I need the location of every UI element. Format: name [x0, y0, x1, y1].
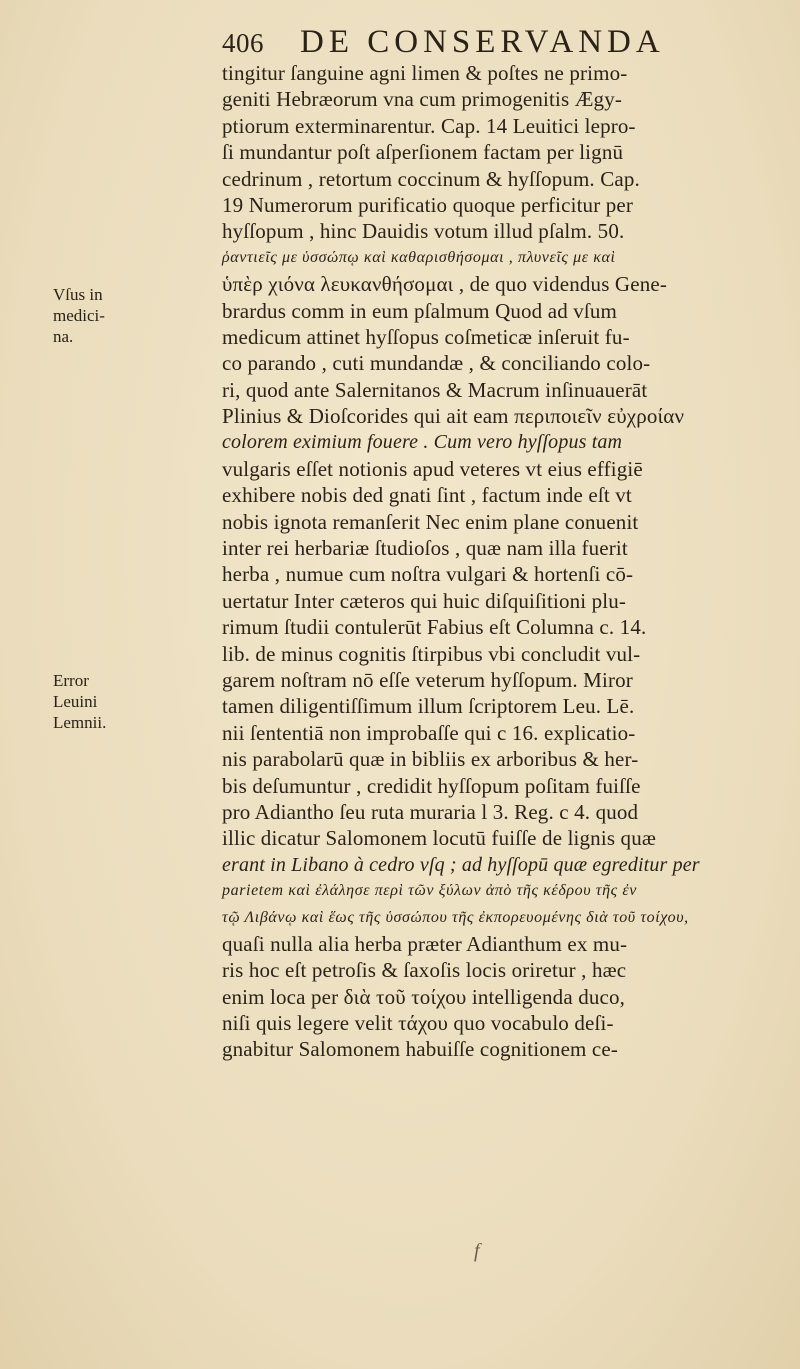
text-line: ri, quod ante Salernitanos & Macrum inſinuauerāt	[222, 377, 648, 402]
text-line: medicum attinet hyſſopus coſmeticæ inſeruit fu-	[222, 324, 630, 349]
text-line: lib. de minus cognitis ſtirpibus vbi concludit vul-	[222, 641, 641, 666]
greek-text-line: τῷ Λιβάνῳ καὶ ἕως τῆς ὑσσώπου τῆς ἐκπορευομένης διὰ τοῦ τοίχου,	[222, 908, 689, 926]
text-line: nii ſententiā non improbaſſe qui c 16. explicatio-	[222, 720, 636, 745]
text-line: bis deſumuntur , credidit hyſſopum poſitam fuiſſe	[222, 773, 641, 798]
text-line: Plinius & Dioſcorides qui ait eam περιποιεῖν εὐχροίαν	[222, 404, 685, 429]
text-line: colorem eximium fouere . Cum vero hyſſopus tam	[222, 431, 623, 454]
greek-text-line: parietem καὶ ἐλάλησε περὶ τῶν ξύλων ἀπὸ τῆς κέδρου τῆς ἐν	[222, 882, 637, 900]
running-head: DE CONSERVANDA	[300, 24, 665, 60]
text-line: ptiorum exterminarentur. Cap. 14 Leuitici lepro-	[222, 113, 636, 138]
margin-note-line: na.	[53, 327, 74, 346]
margin-note-usus-in-medicina	[53, 284, 213, 347]
text-line: quaſi nulla alia herba præter Adianthum ex mu-	[222, 931, 628, 956]
text-line: pro Adiantho ſeu ruta muraria l 3. Reg. c 4. quod	[222, 799, 639, 824]
text-line: niſi quis legere velit τάχου quo vocabulo deſi-	[222, 1011, 614, 1036]
margin-note-line: Leuini	[53, 692, 98, 711]
page-number: 406	[222, 28, 264, 58]
margin-note-line: Error	[53, 671, 89, 690]
text-line: geniti Hebræorum vna cum primogenitis Ægy-	[222, 87, 622, 112]
margin-note-error-leuini-lemnii	[53, 670, 213, 733]
margin-note-line: Vſus in	[53, 285, 103, 304]
margin-note-line: Lemnii.	[53, 713, 107, 732]
text-line: brardus comm in eum pſalmum Quod ad vſum	[222, 298, 618, 323]
page-header	[222, 20, 742, 60]
text-line: ris hoc eſt petroſis & ſaxoſis locis oriretur , hæc	[222, 958, 627, 983]
text-line: uertatur Inter cæteros qui huic diſquiſitioni plu-	[222, 588, 627, 613]
greek-text-line: ῥαντιεῖς με ὑσσώπῳ καὶ καθαρισθήσομαι , πλυνεῖς με καὶ	[222, 248, 616, 266]
text-line: enim loca per διὰ τοῦ τοίχου intelligenda duco,	[222, 984, 626, 1009]
text-line: rimum ſtudii contulerūt Fabius eſt Columna c. 14.	[222, 615, 647, 640]
text-line: co parando , cuti mundandæ , & conciliando colo-	[222, 351, 651, 376]
margin-note-line: medici-	[53, 306, 105, 325]
text-line: illic dicatur Salomonem locutū fuiſſe de lignis quæ	[222, 826, 656, 851]
text-line: erant in Libano à cedro vſq ; ad hyſſopū quæ egreditur per	[222, 853, 700, 876]
text-line: hyſſopum , hinc Dauidis votum illud pſalm. 50.	[222, 219, 625, 244]
text-line: garem noſtram nō eſſe veterum hyſſopum. Miror	[222, 667, 633, 692]
signature-mark: f	[474, 1240, 480, 1262]
text-line: nobis ignota remanſerit Nec enim plane conuenit	[222, 509, 639, 534]
text-line: tamen diligentiſſimum illum ſcriptorem Leu. Lē.	[222, 694, 635, 719]
body-text	[222, 60, 797, 1063]
text-line: gnabitur Salomonem habuiſſe cognitionem ce-	[222, 1037, 619, 1062]
text-line: ſi mundantur poſt aſperſionem factam per lignū	[222, 140, 624, 165]
text-line: tingitur ſanguine agni limen & poſtes ne primo-	[222, 61, 628, 85]
text-line: 19 Numerorum purificatio quoque perficitur per	[222, 192, 634, 217]
text-line: nis parabolarū quæ in bibliis ex arboribus & her-	[222, 747, 639, 772]
text-line: ὑπὲρ χιόνα λευκανθήσομαι , de quo videndus Gene-	[222, 272, 667, 297]
text-line: vulgaris eſſet notionis apud veteres vt eius effigiē	[222, 456, 643, 481]
text-line: herba , numue cum noſtra vulgari & hortenſi cō-	[222, 562, 634, 587]
text-line: exhibere nobis ded gnati ſint , factum inde eſt vt	[222, 483, 632, 508]
text-line: cedrinum , retortum coccinum & hyſſopum. Cap.	[222, 166, 640, 191]
text-line: inter rei herbariæ ſtudioſos , quæ nam illa fuerit	[222, 536, 628, 561]
